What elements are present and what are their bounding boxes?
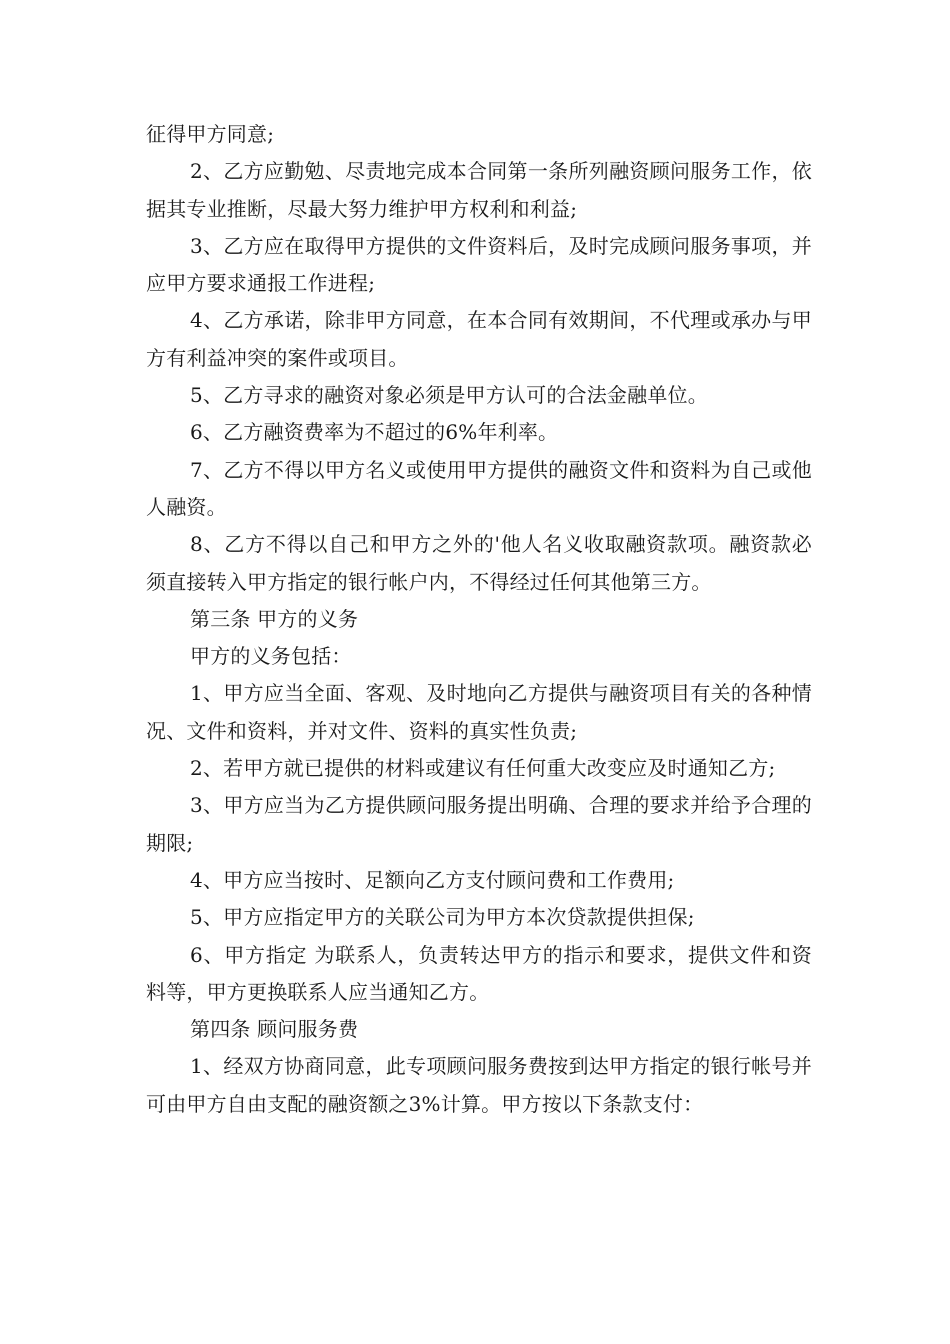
section-heading-article-3: 第三条 甲方的义务 <box>190 606 359 631</box>
paragraph-clause-4: 4、乙方承诺，除非甲方同意，在本合同有效期间，不代理或承办与甲方有利益冲突的案件或项目。 <box>146 308 812 370</box>
paragraph-obligation-5: 5、甲方应指定甲方的关联公司为甲方本次贷款提供担保; <box>190 905 695 930</box>
paragraph-clause-5: 5、乙方寻求的融资对象必须是甲方认可的合法金融单位。 <box>190 383 708 408</box>
paragraph-fee-1: 1、经双方协商同意，此专项顾问服务费按到达甲方指定的银行帐号并可由甲方自由支配的融资额之3%计算。甲方按以下条款支付： <box>146 1054 812 1116</box>
paragraph-obligation-1: 1、甲方应当全面、客观、及时地向乙方提供与融资项目有关的各种情况、文件和资料，并对文件、资料的真实性负责; <box>146 681 812 743</box>
paragraph-obligations-intro: 甲方的义务包括： <box>190 644 352 669</box>
paragraph-continuation: 征得甲方同意; <box>146 122 275 146</box>
paragraph-clause-6: 6、乙方融资费率为不超过的6%年利率。 <box>190 420 559 445</box>
section-heading-article-4: 第四条 顾问服务费 <box>190 1017 359 1042</box>
document-body <box>146 116 812 1123</box>
paragraph-clause-7: 7、乙方不得以甲方名义或使用甲方提供的融资文件和资料为自己或他人融资。 <box>146 457 812 519</box>
paragraph-obligation-4: 4、甲方应当按时、足额向乙方支付顾问费和工作费用; <box>190 867 675 892</box>
paragraph-obligation-2: 2、若甲方就已提供的材料或建议有任何重大改变应及时通知乙方; <box>190 756 776 781</box>
paragraph-obligation-6: 6、甲方指定 为联系人，负责转达甲方的指示和要求，提供文件和资料等，甲方更换联系人应当通知乙方。 <box>146 942 812 1004</box>
paragraph-clause-2: 2、乙方应勤勉、尽责地完成本合同第一条所列融资顾问服务工作，依据其专业推断，尽最大努力维护甲方权利和利益; <box>146 159 812 221</box>
paragraph-clause-8: 8、乙方不得以自己和甲方之外的'他人名义收取融资款项。融资款必须直接转入甲方指定的银行帐户内，不得经过任何其他第三方。 <box>146 532 812 594</box>
paragraph-clause-3: 3、乙方应在取得甲方提供的文件资料后，及时完成顾问服务事项，并应甲方要求通报工作进程; <box>146 233 812 296</box>
paragraph-obligation-3: 3、甲方应当为乙方提供顾问服务提出明确、合理的要求并给予合理的期限; <box>146 793 812 855</box>
